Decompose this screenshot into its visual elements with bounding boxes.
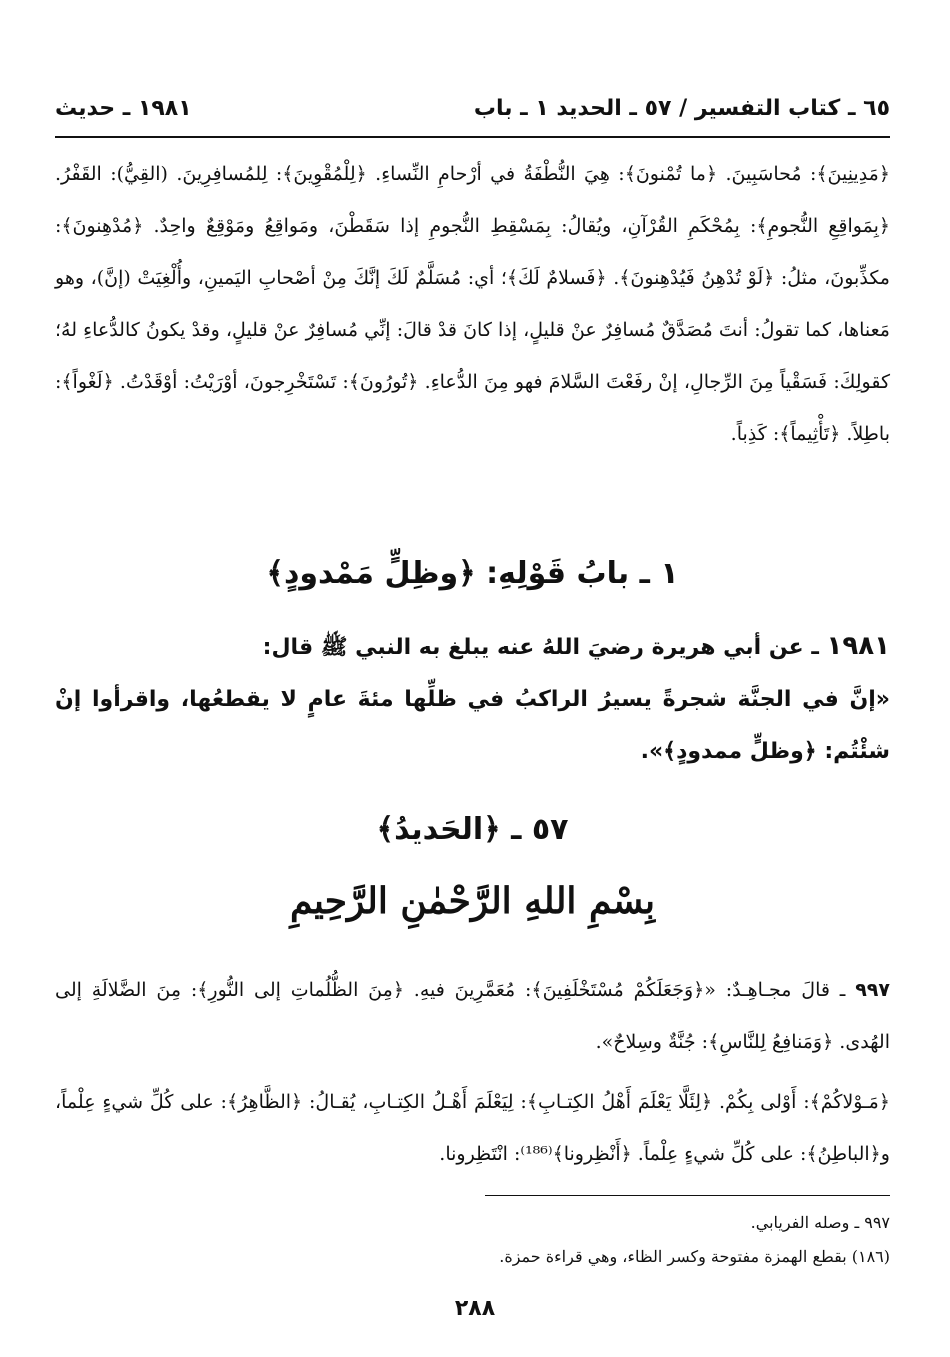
footnote-divider [485, 1195, 890, 1196]
mujahid-text: ـ قالَ مجـاهِـدٌ: «﴿وَجَعَلَكُمْ مُسْتَخْلَفِينَ﴾: مُعَمَّرِينَ فيهِ. ﴿مِنَ الظُّلُماتِ إلى النُّورِ﴾: مِنَ الضَّلالَةِ إلى الهُدى. ﴿وَمَنافِعُ لِلنَّاسِ﴾: جُنَّةٌ وسِلاحٌ». [55, 979, 890, 1053]
footnote-186: (١٨٦) بقطع الهمزة مفتوحة وكسر الظاء، وهي قراءة حمزة. [499, 1247, 890, 1266]
glossary-paragraph: ﴿مَدِينِينَ﴾: مُحاسَبِينَ. ﴿ما تُمْنونَ﴾: هِيَ النُّطْفَةُ في أرْحامِ النِّساءِ. ﴿لِلْمُقْوِينَ﴾: لِلمُسافِرِينَ. (القِيُّ): القَفْرُ. ﴿بِمَواقِعِ النُّجومِ﴾: بِمُحْكَمِ القُرْآنِ، ويُقالُ: بِمَسْقِطِ النُّجومِ إذا سَقَطْنَ، ومَواقِعُ ومَوْقِعٌ واحِدٌ. ﴿مُدْهِنونَ﴾: مكذِّبونَ، مثلُ: ﴿لَوْ تُدْهِنُ فَيُدْهِنونَ﴾. ﴿فَسلامٌ لَكَ﴾؛ أي: مُسَلَّمٌ لَكَ إنَّكَ مِنْ أصْحابِ اليَمينِ، وأُلْغِيَتْ (إنَّ)، وهو مَعناها، كما تقولُ: أنتَ مُصَدَّقٌ مُسافِرٌ عنْ قليلٍ، إذا كانَ قدْ قالَ: إنِّي مُسافِرٌ عنْ قليلٍ، وقدْ يكونُ كالدُّعاءِ لهُ؛ كقولِكَ: فَسَقْياً مِنَ الرِّجالِ، إنْ رفَعْتَ السَّلامَ فهو مِنَ الدُّعاءِ. ﴿تُورُونَ﴾: تَسْتَخْرِجونَ، أوْرَيْتُ: أوْقَدْتُ. ﴿لَغْواً﴾: باطِلاً. ﴿تَأْثِيماً﴾: كَذِباً. [55, 163, 890, 445]
hadith-isnad: ـ عن أبي هريرة رضيَ اللهُ عنه يبلغ به النبي ﷺ قال: [262, 635, 819, 660]
mujahid-paragraph [55, 964, 890, 1068]
mawlakum-paragraph: ﴿مَـوْلاكُمْ﴾: أَوْلى بِكُمْ. ﴿لِئَلَّا يَعْلَمَ أَهْلُ الكِتـابِ﴾: لِيَعْلَمَ أَهْـلُ الكِتـابِ، يُقـالُ: ﴿الظَّاهِرُ﴾: على كُلِّ شيءٍ عِلْماً، و﴿الباطِنُ﴾: على كُلِّ شيءٍ عِلْماً. ﴿أَنْظِرونا﴾⁽¹⁸⁶⁾: انْتَظِرونا. [55, 1091, 890, 1165]
hadith-1981 [55, 620, 890, 778]
running-head-hadith-number: ١٩٨١ ـ حديث [55, 96, 192, 121]
footnotes [300, 1206, 890, 1274]
hadith-matn: «إنَّ في الجنَّة شجرةً يسيرُ الراكبُ في ظلِّها مئةَ عامٍ لا يقطعُها، واقرأوا إنْ شئْتُم: ﴿وظلٍّ ممدودٍ﴾». [55, 687, 890, 764]
running-head-chapter: ٦٥ ـ كتاب التفسير / ٥٧ ـ الحديد ١ ـ باب [473, 96, 890, 121]
footnote-997: ٩٩٧ ـ وصله الفريابي. [750, 1213, 890, 1232]
running-head [55, 92, 890, 132]
bab-heading: ١ ـ بابُ قَوْلِهِ: ﴿وظِلٍّ مَمْدودٍ﴾ [266, 556, 679, 591]
hadith-number: ١٩٨١ [826, 631, 890, 661]
surah-heading: ٥٧ ـ ﴿الحَديدُ﴾ [376, 812, 569, 847]
header-divider [55, 136, 890, 138]
basmala: بِسْمِ اللهِ الرَّحْمٰنِ الرَّحِيمِ [289, 880, 656, 922]
page-number: ٢٨٨ [454, 1296, 496, 1321]
paragraph-number: ٩٩٧ [855, 979, 890, 1001]
